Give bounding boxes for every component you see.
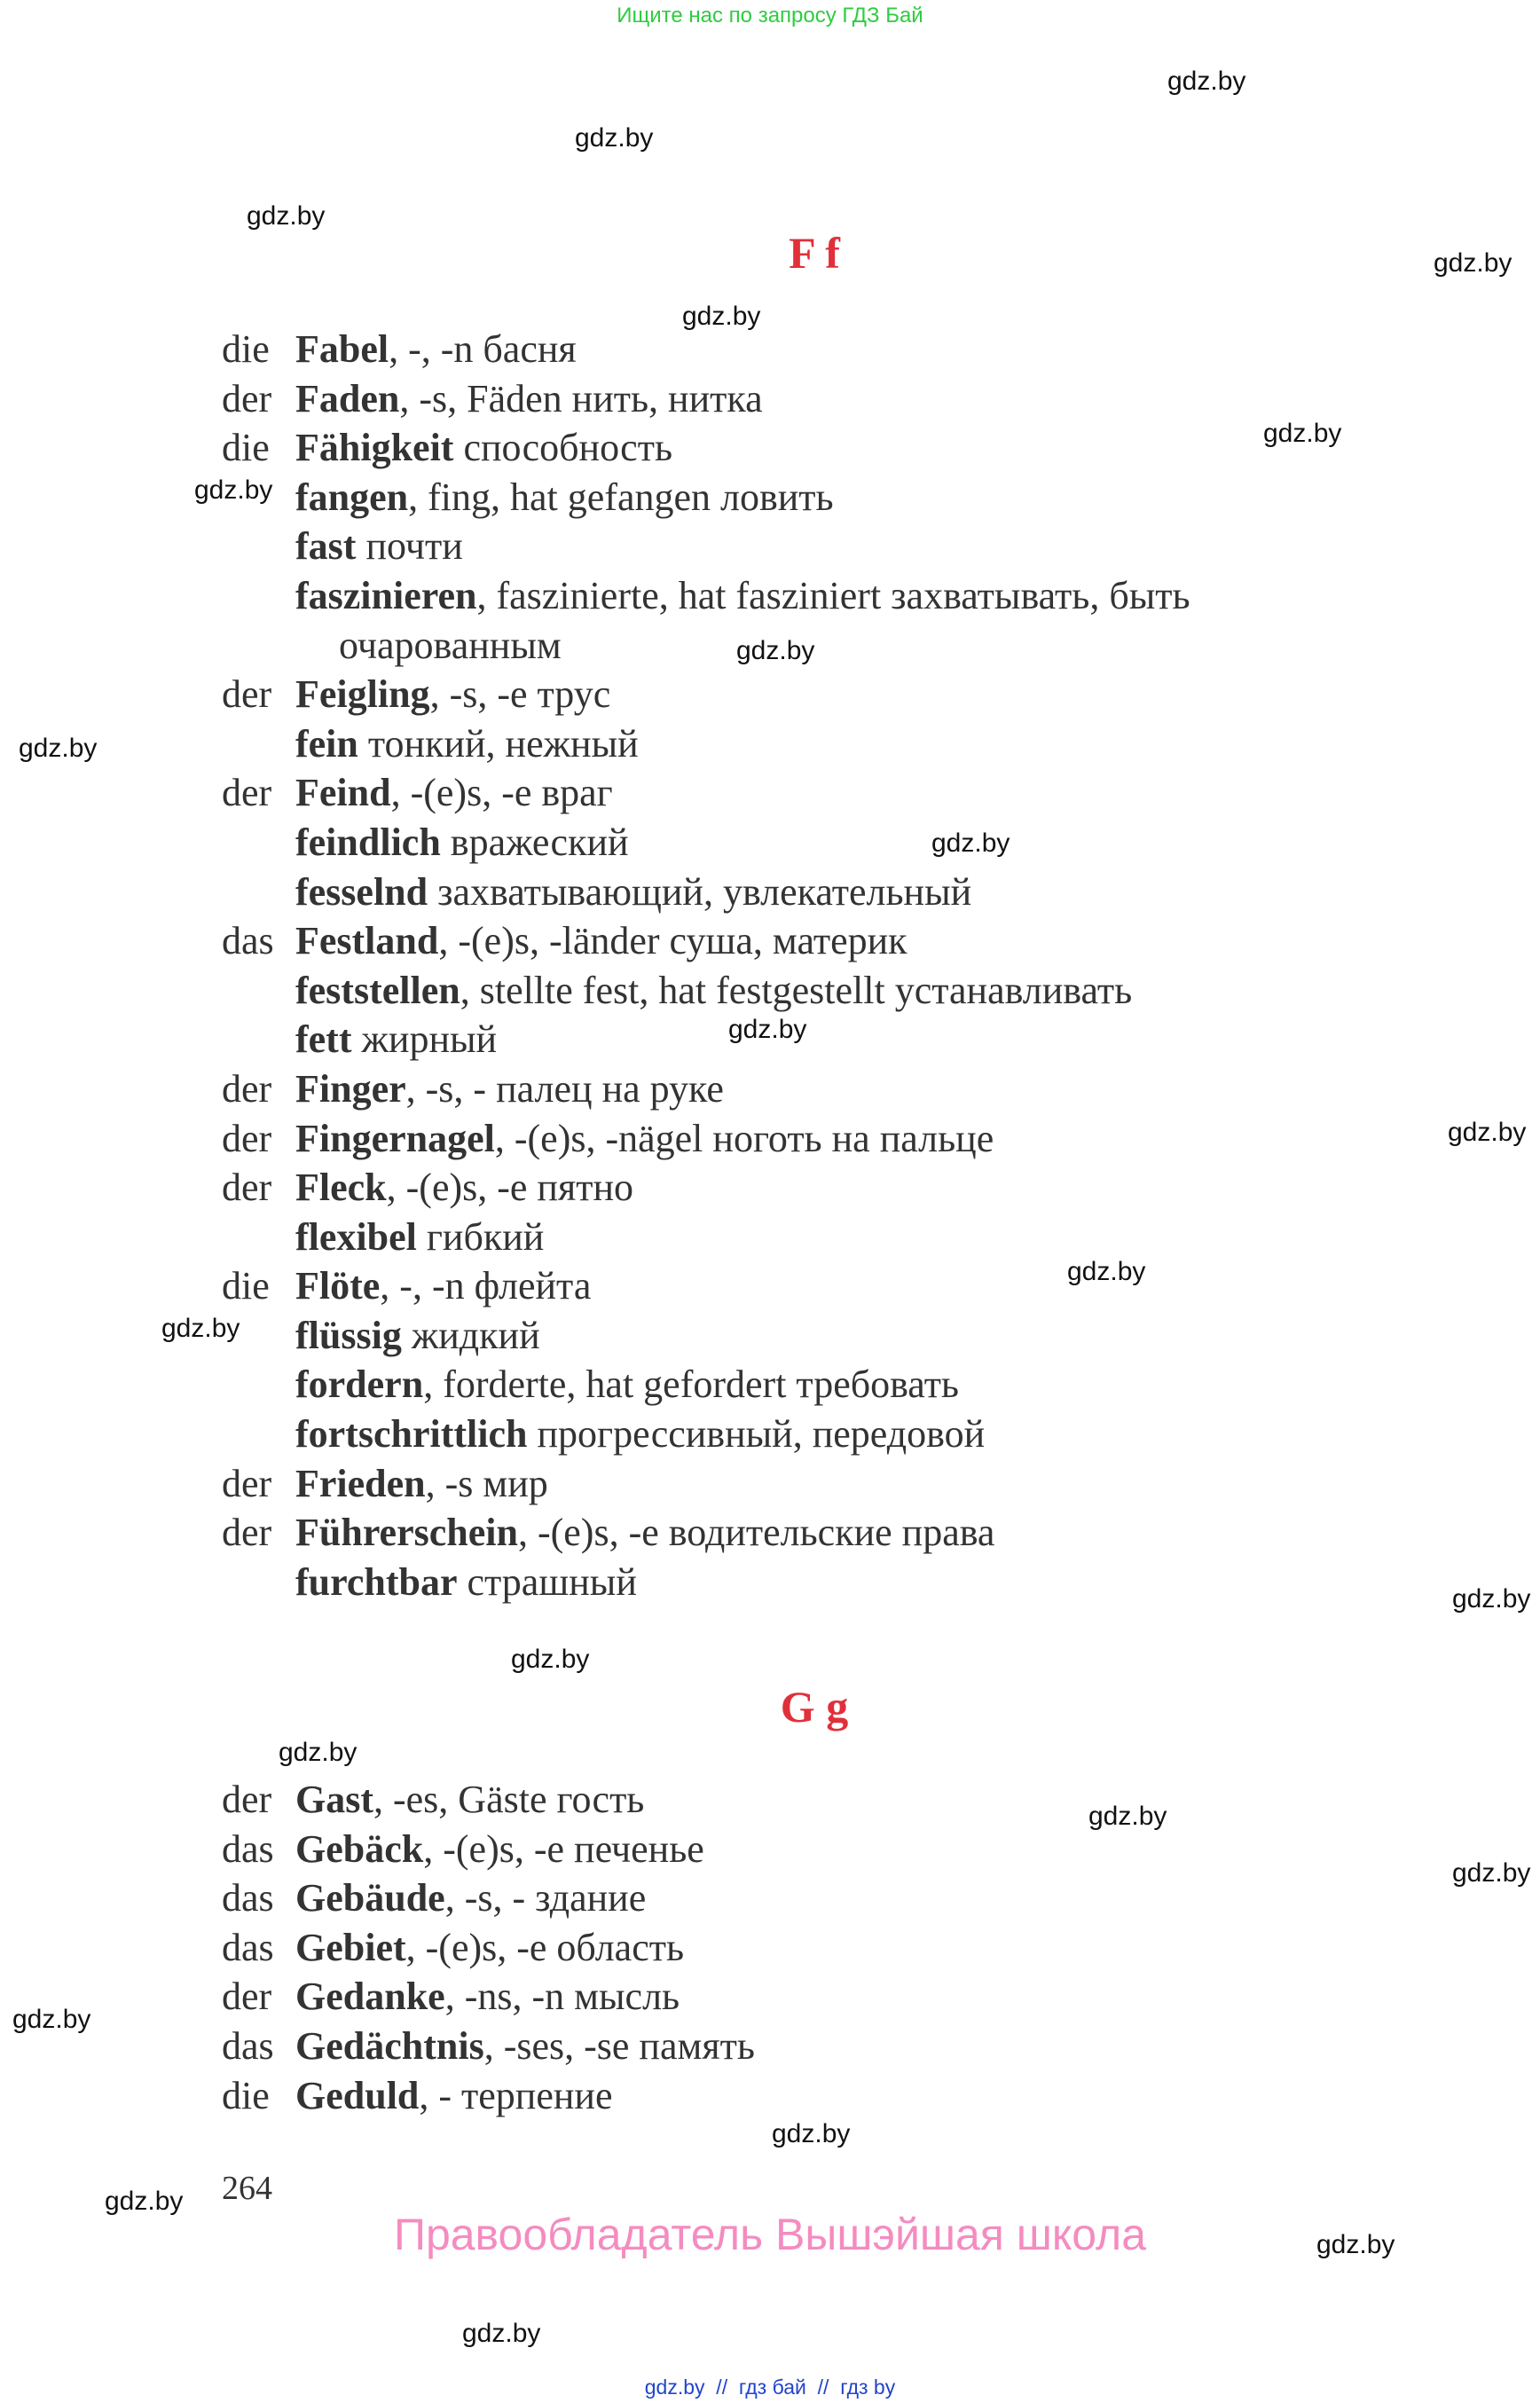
dictionary-entry [222,1558,1508,1607]
entry-body [295,1972,680,2022]
letter-heading-g: G g [780,1682,849,1732]
dictionary-entry [222,1775,1508,1825]
dictionary-entry [222,1064,1508,1114]
entry-body [295,768,613,818]
entry-article: die [222,2073,270,2117]
watermark: gdz.by [105,2187,184,2216]
entry-headword: fangen [295,475,409,519]
entry-body [295,670,610,719]
dictionary-entry [222,2071,1508,2121]
entry-grammar-translation: , -(e)s, -e пятно [386,1166,633,1210]
dictionary-section-g [222,1775,1508,2120]
entry-grammar-translation: жидкий [401,1313,540,1357]
entry-article: der [222,1778,272,1821]
dictionary-entry [222,1213,1508,1262]
entry-grammar-translation: , -s, - палец на руке [405,1066,724,1111]
watermark: gdz.by [682,302,761,331]
entry-headword: fesselnd [295,869,428,914]
search-hint-banner: Ищите нас по запросу ГДЗ Бай [617,4,923,27]
entry-article: der [222,771,272,815]
watermark: gdz.by [19,734,98,763]
entry-grammar-translation: прогрессивный, передовой [527,1412,986,1457]
entry-grammar-translation: , faszinierte, hat fasziniert захватывать, быть [476,573,1190,617]
entry-headword: Feind [295,771,391,815]
entry-body [295,1114,994,1164]
entry-body [295,1410,985,1459]
entry-headword: Faden [295,376,400,420]
dictionary-entry [222,1311,1508,1361]
entry-body [295,966,1132,1016]
entry-body [295,2022,755,2071]
watermark: gdz.by [728,1015,807,1044]
entry-translation-continued: очарованным [339,623,562,667]
watermark: gdz.by [931,828,1010,858]
entry-grammar-translation: , -(e)s, -e враг [390,771,613,815]
watermark: gdz.by [247,201,326,231]
dictionary-entry [222,1163,1508,1213]
dictionary-entry [222,719,1508,769]
entry-article: die [222,1264,270,1308]
entry-body [295,1064,724,1114]
watermark: gdz.by [1452,1858,1531,1888]
entry-body [295,868,971,917]
watermark: gdz.by [1067,1257,1146,1286]
watermark: gdz.by [1434,248,1512,278]
watermark: gdz.by [462,2319,541,2348]
entry-grammar-translation: жирный [351,1017,498,1062]
entry-headword: flüssig [295,1313,402,1357]
entry-headword: Flöte [295,1264,381,1308]
dictionary-entry [222,1873,1508,1923]
watermark: gdz.by [161,1314,240,1343]
entry-grammar-translation: захватывающий, увлекательный [428,869,972,914]
dictionary-entry [222,374,1508,424]
entry-headword: feststellen [295,968,460,1012]
entry-body [295,2071,613,2121]
entry-grammar-translation: , -, -n флейта [380,1264,592,1308]
entry-article: das [222,1826,274,1871]
dictionary-entry [222,1972,1508,2022]
dictionary-entry [222,2022,1508,2071]
entry-body [295,423,672,473]
dictionary-entry [222,670,1508,719]
entry-grammar-translation: гибкий [416,1214,545,1259]
entry-body [295,1311,540,1361]
entry-headword: furchtbar [295,1559,458,1604]
entry-headword: faszinieren [295,573,477,617]
entry-headword: fast [295,524,357,569]
entry-grammar-translation: , -s, Fäden нить, нитка [399,376,763,420]
entry-body [295,818,629,868]
entry-headword: Finger [295,1066,406,1111]
entry-grammar-translation: вражеский [440,820,629,864]
entry-grammar-translation: , stellte fest, hat festgestellt устанавливать [460,968,1133,1012]
entry-article: der [222,1511,272,1555]
entry-grammar-translation: , -s, -e трус [429,672,611,717]
entry-grammar-translation: , -(e)s, -e водительские права [517,1511,995,1555]
entry-body [295,1508,994,1558]
dictionary-entry [222,1923,1508,1973]
entry-headword: Festland [295,919,439,963]
dictionary-entry [222,1410,1508,1459]
dictionary-entry [222,1114,1508,1164]
entry-article: die [222,327,270,371]
entry-body [295,1360,959,1410]
footer-links[interactable]: gdz.by // гдз бай // гдз by [644,2376,896,2399]
dictionary-entry [222,571,1508,621]
entry-grammar-translation: почти [356,524,463,569]
dictionary-entry [222,768,1508,818]
entry-headword: feindlich [295,820,441,864]
entry-body [295,1775,644,1825]
dictionary-entry [222,966,1508,1016]
watermark: gdz.by [511,1645,590,1674]
watermark: gdz.by [1452,1584,1531,1614]
entry-grammar-translation: , -ses, -se память [483,2023,755,2068]
entry-grammar-translation: , -(e)s, -länder суша, материк [438,919,908,963]
watermark: gdz.by [1263,419,1342,448]
entry-headword: Gebäude [295,1876,445,1920]
dictionary-entry [222,916,1508,966]
entry-grammar-translation: , fing, hat gefangen ловить [408,475,834,519]
entry-body [295,1015,497,1064]
watermark: gdz.by [194,475,273,505]
watermark: gdz.by [772,2119,851,2148]
dictionary-section-f [222,325,1508,1606]
entry-headword: Fabel [295,327,389,371]
entry-grammar-translation: страшный [457,1559,637,1604]
entry-article: das [222,2023,274,2068]
entry-article: der [222,1166,272,1210]
entry-headword: Fleck [295,1166,387,1210]
entry-headword: fortschrittlich [295,1412,528,1457]
entry-grammar-translation: , -(e)s, -e область [405,1925,685,1969]
watermark: gdz.by [736,636,815,665]
entry-body [295,325,577,374]
entry-article: der [222,376,272,420]
rights-holder-notice: Правообладатель Вышэйшая школа [394,2210,1146,2259]
entry-article: der [222,1461,272,1505]
dictionary-entry [222,325,1508,374]
entry-body [295,1558,637,1607]
dictionary-entry [222,1459,1508,1509]
dictionary-entry [222,522,1508,571]
entry-grammar-translation: , -ns, -n мысль [444,1975,680,2019]
entry-grammar-translation: , -es, Gäste гость [373,1778,645,1821]
entry-headword: Gebäck [295,1826,424,1871]
entry-headword: Fähigkeit [295,426,454,470]
entry-grammar-translation: способность [453,426,673,470]
entry-article: das [222,919,274,963]
entry-body [295,916,908,966]
entry-article: der [222,1066,272,1111]
entry-headword: Fingernagel [295,1116,495,1160]
dictionary-entry [222,1508,1508,1558]
entry-headword: Gedächtnis [295,2023,484,2068]
entry-body [295,1923,684,1973]
entry-grammar-translation: , -(e)s, -e печенье [423,1826,704,1871]
dictionary-entry [222,1015,1508,1064]
letter-heading-f: F f [789,228,840,278]
entry-grammar-translation: , -, -n басня [389,327,577,371]
entry-headword: Gedanke [295,1975,445,2019]
dictionary-entry [222,1360,1508,1410]
page-number: 264 [222,2170,272,2207]
watermark: gdz.by [1088,1802,1167,1831]
entry-body [295,473,834,522]
entry-headword: Frieden [295,1461,426,1505]
entry-headword: Gebiet [295,1925,406,1969]
entry-body [295,374,763,424]
dictionary-entry-continuation [222,621,1508,671]
watermark: gdz.by [279,1738,358,1767]
entry-grammar-translation: , forderte, hat gefordert требовать [423,1362,959,1407]
entry-body [295,1825,704,1874]
entry-body [295,571,1190,621]
entry-body [295,522,463,571]
entry-body [295,1163,633,1213]
entry-body [295,1213,544,1262]
entry-headword: Gast [295,1778,373,1821]
entry-article: der [222,1975,272,2019]
entry-headword: fett [295,1017,352,1062]
watermark: gdz.by [1167,67,1246,96]
entry-article: das [222,1876,274,1920]
watermark: gdz.by [575,123,654,153]
watermark: gdz.by [1316,2230,1395,2259]
watermark: gdz.by [1448,1118,1527,1147]
dictionary-entry [222,473,1508,522]
entry-article: das [222,1925,274,1969]
entry-headword: fordern [295,1362,424,1407]
dictionary-entry [222,1257,1508,1311]
entry-article: der [222,1116,272,1160]
entry-grammar-translation: , -s, - здание [444,1876,647,1920]
entry-headword: Geduld [295,2073,420,2117]
entry-headword: fein [295,721,358,766]
entry-headword: Feigling [295,672,430,717]
entry-body [295,1261,591,1311]
dictionary-entry [222,1825,1508,1874]
entry-article: der [222,672,272,717]
entry-body [295,1459,548,1509]
watermark: gdz.by [12,2005,91,2034]
dictionary-entry [222,818,1508,868]
entry-grammar-translation: тонкий, нежный [358,721,639,766]
entry-headword: flexibel [295,1214,417,1259]
dictionary-entry [222,868,1508,917]
entry-grammar-translation: , -s мир [425,1461,548,1505]
entry-body [295,719,639,769]
entry-article: die [222,426,270,470]
entry-grammar-translation: , -(e)s, -nägel ноготь на пальце [494,1116,994,1160]
entry-grammar-translation: , - терпение [419,2073,613,2117]
entry-headword: Führerschein [295,1511,518,1555]
entry-body [295,1873,646,1923]
